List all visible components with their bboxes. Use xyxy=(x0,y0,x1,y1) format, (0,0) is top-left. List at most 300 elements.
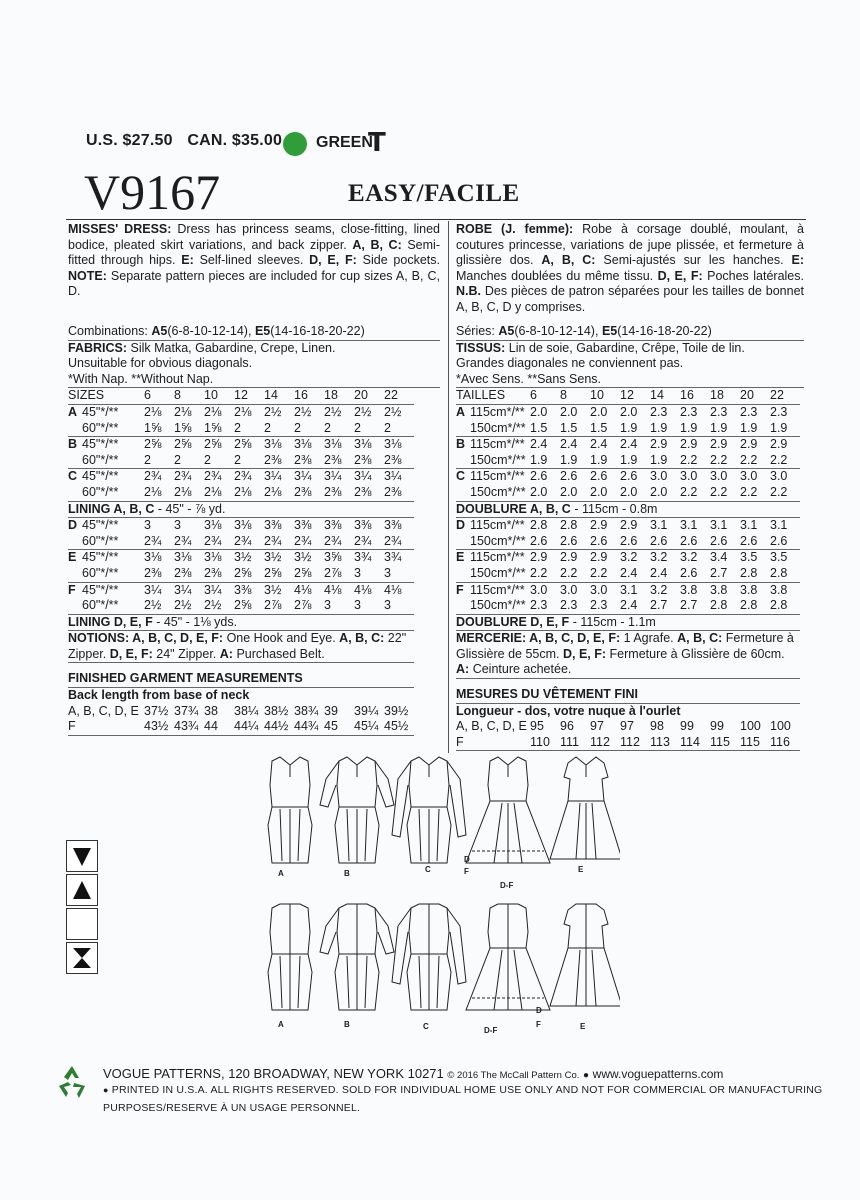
size-header-cell: 8 xyxy=(560,388,567,403)
yardage-cell: 2⅛ xyxy=(234,484,252,499)
yardage-cell: 2⅛ xyxy=(204,404,222,419)
yardage-cell: 2.4 xyxy=(620,565,638,580)
yardage-cell: 3.0 xyxy=(590,582,608,597)
yardage-cell: 3.4 xyxy=(710,550,728,565)
column-divider xyxy=(448,221,449,753)
nap-note-en: *With Nap. **Without Nap. xyxy=(68,372,440,389)
yardage-row xyxy=(68,598,414,614)
view-c-back-drawing xyxy=(392,904,466,1010)
view-label-df: D-F xyxy=(500,881,514,890)
combinations-en: Combinations: A5(6-8-10-12-14), E5(14-16-18-20-22) xyxy=(68,324,440,341)
notions-text: Fermeture à Glissière de 55cm. xyxy=(456,631,794,661)
fabric-width: 45"*/** xyxy=(82,404,119,419)
yardage-row xyxy=(68,437,414,453)
fgm-cell: 112 xyxy=(590,734,610,749)
yardage-cell: 2⅜ xyxy=(294,452,312,467)
fabric-width: 115cm*/** xyxy=(470,582,525,597)
hem-label-f-back: F xyxy=(536,1020,541,1029)
yardage-cell: 2.2 xyxy=(560,565,578,580)
notions-text: A: xyxy=(219,646,233,661)
fabric-width: 115cm*/** xyxy=(470,404,525,419)
body-symbol-triangle-up-icon xyxy=(66,874,98,906)
yardage-row xyxy=(456,598,800,614)
fgm-title: FINISHED GARMENT MEASUREMENTS xyxy=(68,671,303,686)
yardage-cell: 3.2 xyxy=(650,550,668,565)
pattern-code: V9167 xyxy=(84,164,221,220)
footer-company-line xyxy=(103,1066,723,1081)
yardage-cell: 3⅛ xyxy=(144,550,162,565)
view-label-b-back: B xyxy=(344,1020,350,1029)
yardage-cell: 3⅛ xyxy=(264,437,282,452)
yardage-cell: 2 xyxy=(204,452,211,467)
yardage-cell: 3.0 xyxy=(680,469,698,484)
yardage-cell: 2⅝ xyxy=(204,437,222,452)
yardage-cell: 1.9 xyxy=(770,420,788,435)
notions-text: One Hook and Eye. xyxy=(226,631,336,646)
yardage-cell: 2⅛ xyxy=(144,484,162,499)
size-header-row xyxy=(456,388,800,404)
size-header-cell: 6 xyxy=(144,388,151,403)
yardage-cell: 3.0 xyxy=(530,582,548,597)
yardage-cell: 2⅝ xyxy=(144,437,162,452)
notions-text: Fermeture à Glissière de 60cm. xyxy=(609,646,785,661)
yardage-cell: 3.1 xyxy=(770,518,788,533)
lining-def-value: - 115cm - 1.1m xyxy=(572,614,656,629)
yardage-row xyxy=(68,404,414,420)
yardage-cell: 2¾ xyxy=(174,533,192,548)
yardage-cell: 2.6 xyxy=(590,533,608,548)
yardage-cell: 3.0 xyxy=(650,469,668,484)
yardage-cell: 3.0 xyxy=(770,469,788,484)
yardage-cell: 3⅛ xyxy=(354,437,372,452)
yardage-cell: 2.2 xyxy=(770,484,788,499)
view-letter xyxy=(456,421,470,437)
view-letter: E xyxy=(456,550,465,565)
yardage-cell: 3.1 xyxy=(740,518,758,533)
fgm-cell: 43½ xyxy=(144,719,169,734)
yardage-row xyxy=(456,534,800,550)
notions-text: A, B, C: xyxy=(677,631,723,646)
yardage-cell: 2.6 xyxy=(770,533,788,548)
yardage-row xyxy=(456,469,800,485)
view-df-front-drawing xyxy=(466,757,550,863)
yardage-cell: 2.6 xyxy=(590,469,608,484)
yardage-cell: 2.2 xyxy=(710,452,728,467)
yardage-cell: 3⅛ xyxy=(324,437,342,452)
view-letter: F xyxy=(456,582,464,597)
view-letter xyxy=(68,485,82,501)
lining-def-label: DOUBLURE D, E, F xyxy=(456,614,570,629)
yardage-cell: 2⅜ xyxy=(294,484,312,499)
yardage-row xyxy=(456,518,800,534)
yardage-cell: 2⅝ xyxy=(294,565,312,580)
yardage-cell: 3⅜ xyxy=(384,518,402,533)
view-letter xyxy=(68,534,82,550)
yardage-cell: 3¼ xyxy=(324,469,342,484)
yardage-row xyxy=(68,453,414,469)
yardage-row xyxy=(68,550,414,566)
view-e-front-drawing xyxy=(550,757,620,859)
view-a-front-drawing xyxy=(268,757,312,863)
yardage-cell: 2⅛ xyxy=(264,484,282,499)
green-dot-icon xyxy=(283,132,307,156)
yardage-cell: 3⅜ xyxy=(354,518,372,533)
fgm-cell: 99 xyxy=(680,719,694,734)
yardage-cell: 2⅛ xyxy=(204,484,222,499)
yardage-cell: 2 xyxy=(234,452,241,467)
fgm-sub-row xyxy=(68,688,414,704)
yardage-cell: 2⅜ xyxy=(354,484,372,499)
yardage-cell: 2⅛ xyxy=(144,404,162,419)
fgm-row xyxy=(68,704,414,720)
spacer-cell xyxy=(456,679,800,688)
view-letter xyxy=(456,598,470,614)
fgm-subtitle: Longueur - dos, votre nuque à l'ourlet xyxy=(456,703,681,718)
yardage-cell: 3¼ xyxy=(174,582,192,597)
yardage-cell: 3.2 xyxy=(650,582,668,597)
fabric-width: 115cm*/** xyxy=(470,518,525,533)
yardage-cell: 2.9 xyxy=(530,550,548,565)
yardage-cell: 2.9 xyxy=(620,518,638,533)
yardage-cell: 2⅜ xyxy=(354,452,372,467)
yardage-table-fr xyxy=(456,388,800,751)
yardage-cell: 2.3 xyxy=(650,404,668,419)
yardage-cell: 3.0 xyxy=(560,582,578,597)
notions-text: MERCERIE: A, B, C, D, E, F: xyxy=(456,631,621,646)
size-header-cell: 18 xyxy=(324,388,338,403)
yardage-cell: 3¼ xyxy=(144,582,162,597)
yardage-cell: 2.6 xyxy=(620,469,638,484)
yardage-cell: 3½ xyxy=(294,550,312,565)
body-symbol-blank-icon xyxy=(66,908,98,940)
yardage-cell: 3¼ xyxy=(354,469,372,484)
fgm-cell: 98 xyxy=(650,719,664,734)
fabric-width: 150cm*/** xyxy=(470,565,526,580)
view-letter: C xyxy=(456,469,466,484)
fabric-width: 150cm*/** xyxy=(470,484,526,499)
yardage-cell: 3⅛ xyxy=(294,437,312,452)
yardage-cell: 2.2 xyxy=(680,452,698,467)
fgm-cell: 114 xyxy=(680,734,700,749)
yardage-cell: 2½ xyxy=(174,598,192,613)
yardage-cell: 2.0 xyxy=(590,484,608,499)
yardage-cell: 2.0 xyxy=(620,484,638,499)
yardage-cell: 2.0 xyxy=(620,404,638,419)
yardage-cell: 3½ xyxy=(264,582,282,597)
yardage-row xyxy=(456,453,800,469)
yardage-cell: 3½ xyxy=(234,550,252,565)
view-c-front-drawing xyxy=(392,757,466,863)
yardage-cell: 2.8 xyxy=(530,518,548,533)
fabric-width: 45"*/** xyxy=(82,550,119,565)
fgm-cell: 38 xyxy=(204,703,218,718)
view-letter: C xyxy=(68,469,78,484)
lining-abc-label: LINING A, B, C xyxy=(68,501,155,516)
yardage-row xyxy=(68,469,414,485)
fgm-cell: 39½ xyxy=(384,703,409,718)
fgm-cell: 37½ xyxy=(144,703,169,718)
yardage-cell: 2¾ xyxy=(144,533,162,548)
yardage-cell: 2⅛ xyxy=(174,484,192,499)
french-column xyxy=(456,222,804,316)
yardage-cell: 3 xyxy=(324,598,331,613)
lining-def-value: - 45" - 1⅛ yds. xyxy=(156,614,238,629)
description-fr: ROBE (J. femme): Robe à corsage doublé, moulant, à coutures princesse, variations de jupe plissée, et fermeture à glissière dos. A, B, C: Semi-ajustés sur les hanches. E: Manches doublées du même tissu. D, E, F: Poches latérales. N.B. Des pièces de patron séparées pour les tailles de bonnet A, B, C, D y comprises. xyxy=(456,222,805,314)
yardage-cell: 2.8 xyxy=(740,565,758,580)
fgm-cell: 99 xyxy=(710,719,724,734)
notions-text: Purchased Belt. xyxy=(236,646,325,661)
yardage-cell: 1.5 xyxy=(560,420,578,435)
yardage-cell: 2.7 xyxy=(650,598,668,613)
yardage-cell: 2.7 xyxy=(710,565,728,580)
fgm-cell: 44¼ xyxy=(234,719,259,734)
fabrics-fr: TISSUS: Lin de soie, Gabardine, Crêpe, Toile de lin. xyxy=(456,340,745,355)
fabric-width: 60"*/** xyxy=(82,565,119,580)
size-header-cell: 6 xyxy=(530,388,537,403)
view-label-e: E xyxy=(578,865,584,874)
yardage-cell: 2.4 xyxy=(530,437,548,452)
fabric-width: 60"*/** xyxy=(82,452,119,467)
yardage-cell: 2.6 xyxy=(650,533,668,548)
yardage-cell: 2⅜ xyxy=(204,565,222,580)
yardage-cell: 2.2 xyxy=(680,484,698,499)
view-b-back-drawing xyxy=(320,904,394,1010)
yardage-row xyxy=(456,437,800,453)
yardage-cell: 3 xyxy=(174,518,181,533)
yardage-cell: 2.6 xyxy=(620,533,638,548)
fabric-width: 45"*/** xyxy=(82,469,119,484)
fgm-row xyxy=(68,719,414,735)
notions-cell xyxy=(456,631,800,679)
lining-def-row-cell xyxy=(456,614,800,631)
yardage-cell: 3.1 xyxy=(650,518,668,533)
yardage-cell: 2¾ xyxy=(324,533,342,548)
combinations-fr: Séries: A5(6-8-10-12-14), E5(14-16-18-20-22) xyxy=(456,324,804,341)
lining-def-row xyxy=(68,614,414,631)
fgm-cell: 116 xyxy=(770,734,790,749)
fabric-width: 60"*/** xyxy=(82,533,119,548)
yardage-cell: 2.9 xyxy=(590,518,608,533)
lining-abc-value: - 45" - ⅞ yd. xyxy=(157,501,226,516)
view-letter xyxy=(456,566,470,582)
fabric-width: 150cm*/** xyxy=(470,452,526,467)
yardage-cell: 3.1 xyxy=(620,582,638,597)
yardage-cell: 1.5 xyxy=(530,420,548,435)
yardage-cell: 2.2 xyxy=(770,452,788,467)
fabric-width: 60"*/** xyxy=(82,484,119,499)
yardage-cell: 2⅝ xyxy=(234,565,252,580)
view-label-e-back: E xyxy=(580,1022,586,1031)
yardage-cell: 4⅛ xyxy=(354,582,372,597)
yardage-cell: 2.8 xyxy=(710,598,728,613)
view-letter: D xyxy=(68,518,78,533)
view-label-c-back: C xyxy=(423,1022,429,1031)
yardage-cell: 2.2 xyxy=(590,565,608,580)
hem-label-f: F xyxy=(464,867,469,876)
yardage-cell: 2½ xyxy=(144,598,162,613)
footer-rights-line-2: PURPOSES/RESERVE À UN USAGE PERSONNEL. xyxy=(103,1102,361,1114)
yardage-cell: 2⅜ xyxy=(264,452,282,467)
view-letter: D xyxy=(456,518,466,533)
color-letter: T xyxy=(368,128,386,158)
yardage-cell: 2.9 xyxy=(740,437,758,452)
yardage-row xyxy=(68,582,414,598)
yardage-cell: 2.0 xyxy=(650,484,668,499)
yardage-cell: 2.6 xyxy=(710,533,728,548)
yardage-cell: 2.3 xyxy=(590,598,608,613)
yardage-cell: 2¾ xyxy=(354,533,372,548)
yardage-cell: 3⅜ xyxy=(234,582,252,597)
yardage-cell: 2 xyxy=(384,420,391,435)
fgm-cell: 110 xyxy=(530,734,550,749)
size-header-cell: 18 xyxy=(710,388,724,403)
fgm-title-row xyxy=(68,671,414,687)
yardage-cell: 2⅜ xyxy=(384,452,402,467)
yardage-cell: 3 xyxy=(354,598,361,613)
fgm-row xyxy=(456,735,800,751)
yardage-cell: 2¾ xyxy=(174,469,192,484)
yardage-cell: 2¾ xyxy=(204,533,222,548)
yardage-cell: 3.0 xyxy=(710,469,728,484)
yardage-row xyxy=(456,550,800,566)
yardage-cell: 3.8 xyxy=(770,582,788,597)
fgm-cell: 39 xyxy=(324,703,338,718)
yardage-cell: 2.6 xyxy=(560,533,578,548)
notions-row xyxy=(68,631,414,663)
yardage-cell: 2.4 xyxy=(560,437,578,452)
yardage-cell: 2.9 xyxy=(590,550,608,565)
spacer-row xyxy=(456,679,800,688)
spacer-cell xyxy=(68,663,414,672)
view-letter: E xyxy=(68,550,77,565)
fgm-sub-row xyxy=(456,703,800,719)
size-header-cell: 8 xyxy=(174,388,181,403)
lining-abc-row xyxy=(68,501,414,518)
view-letter xyxy=(68,421,82,437)
size-header-label: SIZES xyxy=(68,388,105,403)
price-line xyxy=(86,132,292,150)
yardage-cell: 1.9 xyxy=(740,420,758,435)
size-header-cell: 12 xyxy=(620,388,634,403)
fabric-width: 60"*/** xyxy=(82,420,119,435)
notions-text: NOTIONS: A, B, C, D, E, F: xyxy=(68,631,224,646)
fgm-label: F xyxy=(456,734,464,749)
notions-text: 22" Zipper. xyxy=(68,631,407,661)
yardage-cell: 2 xyxy=(354,420,361,435)
yardage-cell: 2.6 xyxy=(680,565,698,580)
yardage-cell: 2⅞ xyxy=(264,598,282,613)
yardage-cell: 3.8 xyxy=(680,582,698,597)
yardage-cell: 2.3 xyxy=(740,404,758,419)
yardage-cell: 3 xyxy=(354,565,361,580)
view-letter: B xyxy=(456,437,466,452)
size-header-cell: 22 xyxy=(384,388,398,403)
yardage-cell: 1.9 xyxy=(620,420,638,435)
yardage-cell: 2½ xyxy=(264,404,282,419)
footer-website[interactable]: www.voguepatterns.com xyxy=(592,1067,724,1081)
body-symbol-hourglass-icon xyxy=(66,942,98,974)
yardage-cell: 2.9 xyxy=(710,437,728,452)
view-a-back-drawing xyxy=(268,904,312,1010)
fgm-cell: 44 xyxy=(204,719,218,734)
yardage-cell: 2.9 xyxy=(560,550,578,565)
size-header-cell: 20 xyxy=(740,388,754,403)
price-can: CAN. $35.00 xyxy=(187,132,283,149)
view-letter xyxy=(456,453,470,469)
fgm-cell: 111 xyxy=(560,734,580,749)
fgm-cell: 39¼ xyxy=(354,703,379,718)
yardage-cell: 3.2 xyxy=(620,550,638,565)
fgm-cell: 100 xyxy=(770,719,791,734)
yardage-cell: 1.9 xyxy=(620,452,638,467)
yardage-cell: 3.8 xyxy=(740,582,758,597)
fabric-width: 45"*/** xyxy=(82,582,119,597)
fgm-cell: 44½ xyxy=(264,719,289,734)
fabric-width: 150cm*/** xyxy=(470,533,526,548)
fgm-cell: 95 xyxy=(530,719,544,734)
view-letter xyxy=(456,534,470,550)
size-header-cell: 10 xyxy=(204,388,218,403)
fabric-width: 115cm*/** xyxy=(470,437,525,452)
size-header-cell: 16 xyxy=(294,388,308,403)
yardage-cell: 2¾ xyxy=(384,533,402,548)
yardage-cell: 3⅛ xyxy=(204,518,222,533)
notions-cell xyxy=(68,631,414,663)
yardage-cell: 2 xyxy=(144,452,151,467)
yardage-cell: 2⅝ xyxy=(264,565,282,580)
yardage-cell: 2.3 xyxy=(710,404,728,419)
fgm-cell: 44¾ xyxy=(294,719,319,734)
notions-row xyxy=(456,631,800,679)
yardage-cell: 2.0 xyxy=(560,404,578,419)
footer-rights: PRINTED IN U.S.A. ALL RIGHTS RESERVED. SOLD FOR INDIVIDUAL HOME USE ONLY AND NOT FOR COMMERCIAL OR MANUFACTURING xyxy=(111,1084,823,1096)
size-header-cell: 22 xyxy=(770,388,784,403)
yardage-cell: 2.4 xyxy=(620,437,638,452)
fgm-cell: 38½ xyxy=(264,703,289,718)
back-views xyxy=(250,902,620,1037)
unsuitable-fr: Grandes diagonales ne conviennent pas. xyxy=(456,356,684,371)
yardage-cell: 1.9 xyxy=(650,420,668,435)
yardage-cell: 2⅜ xyxy=(384,484,402,499)
yardage-cell: 3¼ xyxy=(204,582,222,597)
size-header-cell: 20 xyxy=(354,388,368,403)
size-header-cell: 16 xyxy=(680,388,694,403)
yardage-cell: 2.7 xyxy=(680,598,698,613)
yardage-cell: 2.8 xyxy=(560,518,578,533)
yardage-cell: 2.0 xyxy=(530,484,548,499)
yardage-row xyxy=(68,566,414,582)
yardage-row xyxy=(456,566,800,582)
yardage-cell: 3⅛ xyxy=(174,550,192,565)
yardage-cell: 2.2 xyxy=(740,452,758,467)
yardage-row xyxy=(68,518,414,534)
yardage-cell: 2.6 xyxy=(530,533,548,548)
yardage-cell: 2.6 xyxy=(740,533,758,548)
view-letter: A xyxy=(456,404,466,419)
yardage-cell: 2.8 xyxy=(740,598,758,613)
view-e-back-drawing xyxy=(550,904,620,1006)
yardage-cell: 2.4 xyxy=(650,565,668,580)
fgm-cell: 43¾ xyxy=(174,719,199,734)
yardage-cell: 2¾ xyxy=(144,469,162,484)
size-header-label: TAILLES xyxy=(456,388,506,403)
yardage-cell: 2.3 xyxy=(530,598,548,613)
lining-def-row-cell xyxy=(68,614,414,631)
view-label-a-back: A xyxy=(278,1020,284,1029)
yardage-cell: 3⅛ xyxy=(204,550,222,565)
fabric-width: 115cm*/** xyxy=(470,469,525,484)
yardage-cell: 2⅜ xyxy=(324,452,342,467)
